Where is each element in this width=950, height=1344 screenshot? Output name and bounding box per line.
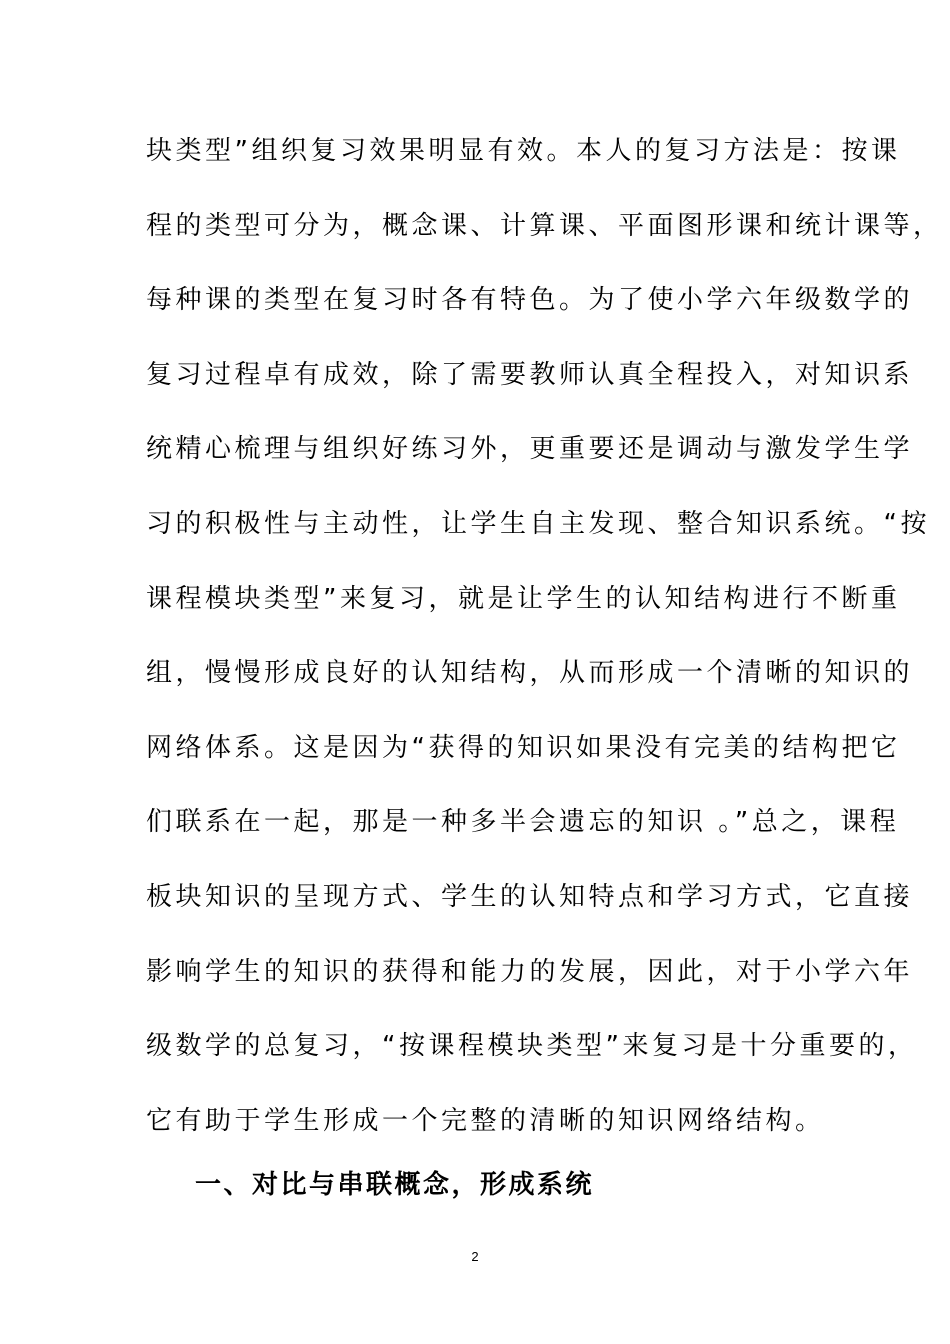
text-line-5: 统精心梳理与组织好练习外，更重要还是调动与激发学生学: [146, 434, 914, 465]
text-line-14: 它有助于学生形成一个完整的清晰的知识网络结构。: [146, 1105, 825, 1136]
text-line-4: 复习过程卓有成效，除了需要教师认真全程投入，对知识系: [146, 359, 914, 390]
text-line-2: 程的类型可分为，概念课、计算课、平面图形课和统计课等，: [146, 210, 943, 241]
text-line-8: 组，慢慢形成良好的认知结构，从而形成一个清晰的知识的: [146, 658, 914, 689]
text-line-10: 们联系在一起，那是一种多半会遗忘的知识 。”总之，课程: [146, 807, 900, 838]
text-line-6: 习的积极性与主动性，让学生自主发现、整合知识系统。“按: [146, 508, 930, 539]
text-line-1: 块类型”组织复习效果明显有效。本人的复习方法是：按课: [146, 136, 901, 166]
text-line-13: 级数学的总复习，“按课程模块类型”来复习是十分重要的，: [146, 1031, 918, 1062]
text-line-7: 课程模块类型”来复习，就是让学生的认知结构进行不断重: [146, 583, 901, 614]
body-paragraph: [146, 128, 943, 1172]
text-line-11: 板块知识的呈现方式、学生的认知特点和学习方式，它直接: [146, 881, 914, 912]
text-line-3: 每种课的类型在复习时各有特色。为了使小学六年级数学的: [146, 285, 914, 316]
page-number: 2: [471, 1249, 479, 1264]
text-line-9: 网络体系。这是因为“获得的知识如果没有完美的结构把它: [146, 732, 901, 763]
text-line-12: 影响学生的知识的获得和能力的发展，因此，对于小学六年: [146, 956, 914, 987]
section-heading: 一、对比与串联概念，形成系统: [195, 1170, 595, 1200]
